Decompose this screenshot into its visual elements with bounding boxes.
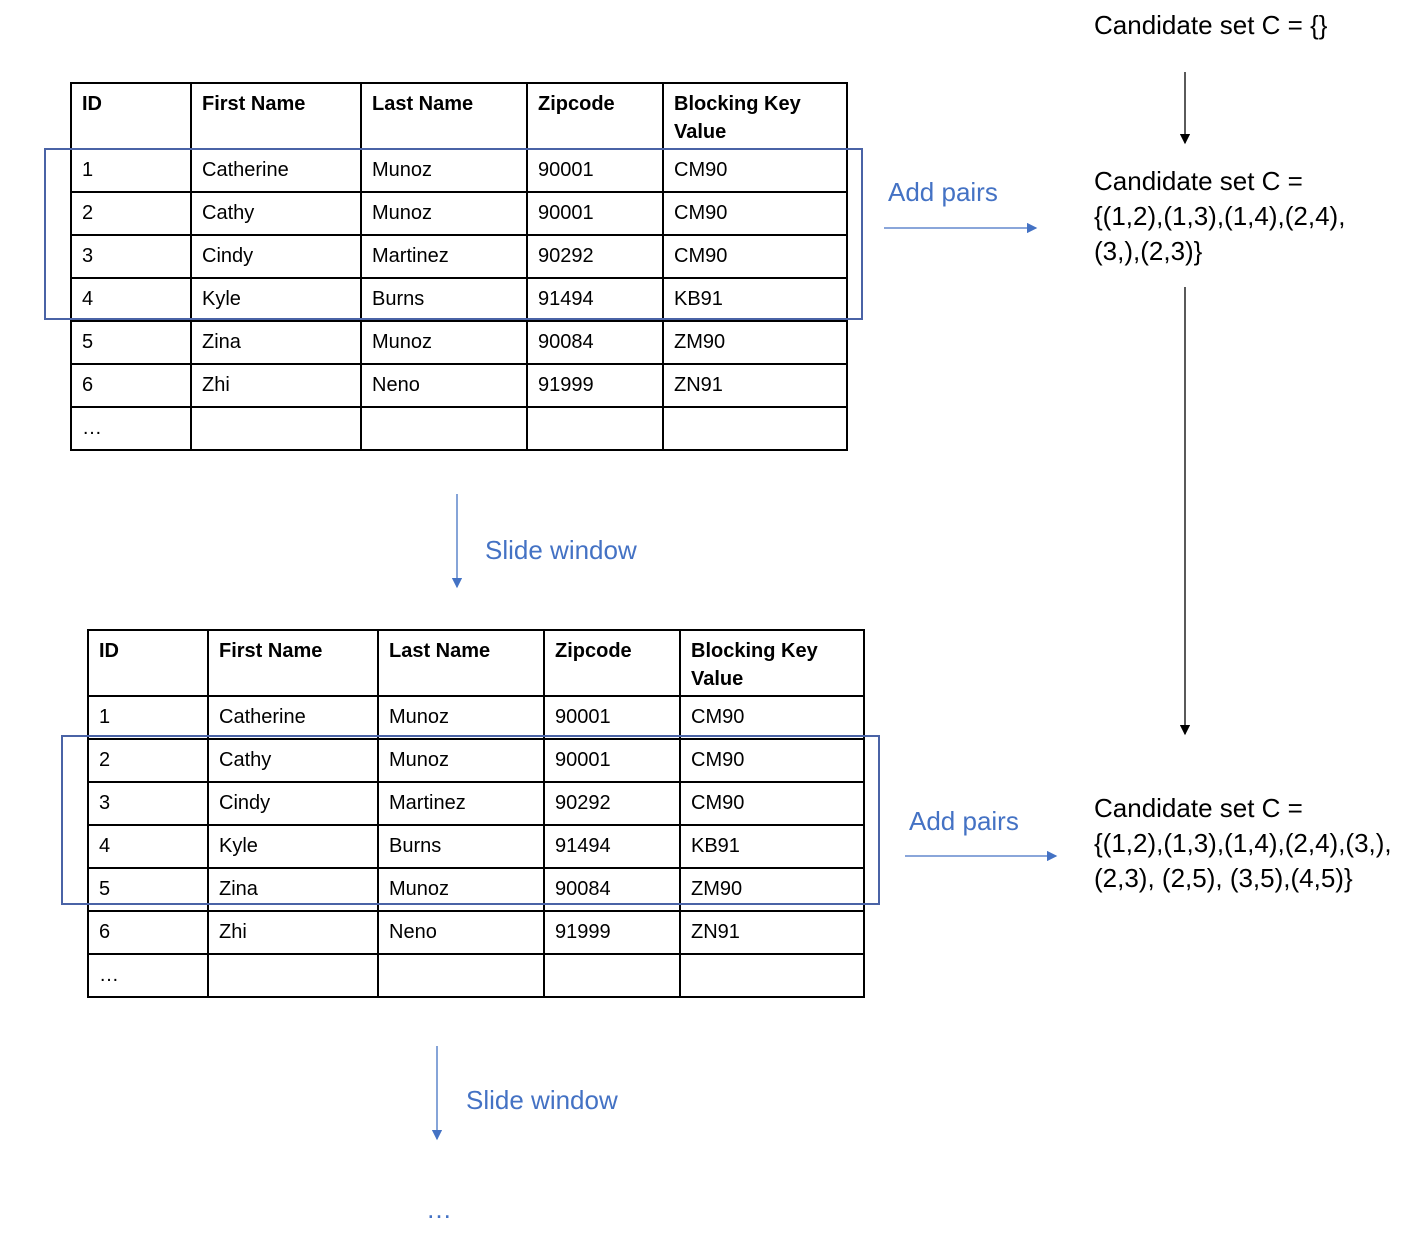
header-zipcode: Zipcode xyxy=(527,83,663,149)
table-cell: KB91 xyxy=(663,278,847,321)
table-cell: 90001 xyxy=(527,192,663,235)
table-cell: 90292 xyxy=(544,782,680,825)
table-cell: CM90 xyxy=(680,739,864,782)
table-cell: Munoz xyxy=(361,149,527,192)
header-blocking-key: Blocking Key Value xyxy=(680,630,864,696)
header-last-name: Last Name xyxy=(361,83,527,149)
table-cell: Martinez xyxy=(378,782,544,825)
table-cell: 2 xyxy=(71,192,191,235)
table-cell: … xyxy=(88,954,208,997)
table-cell: 6 xyxy=(88,911,208,954)
table-cell: Neno xyxy=(378,911,544,954)
table-cell: KB91 xyxy=(680,825,864,868)
table-cell: 5 xyxy=(88,868,208,911)
table-cell: ZM90 xyxy=(680,868,864,911)
table-cell: 2 xyxy=(88,739,208,782)
table-cell: Zina xyxy=(208,868,378,911)
table-cell: Munoz xyxy=(378,739,544,782)
header-blocking-key: Blocking Key Value xyxy=(663,83,847,149)
table-cell: CM90 xyxy=(663,235,847,278)
table-cell: Burns xyxy=(378,825,544,868)
table-cell: 3 xyxy=(88,782,208,825)
candidate-set-step-1: Candidate set C = {(1,2),(1,3),(1,4),(2,4), (3,),(2,3)} xyxy=(1094,166,1346,266)
table-cell: 5 xyxy=(71,321,191,364)
header-id: ID xyxy=(88,630,208,696)
slide-window-label-2: Slide window xyxy=(466,1085,618,1115)
table-cell: Catherine xyxy=(208,696,378,739)
table-cell: Munoz xyxy=(378,696,544,739)
table-cell: Burns xyxy=(361,278,527,321)
add-pairs-label-1: Add pairs xyxy=(888,177,998,207)
table-cell: 90001 xyxy=(544,696,680,739)
table-cell: CM90 xyxy=(663,149,847,192)
candidate-set-step-2: Candidate set C = {(1,2),(1,3),(1,4),(2,4),(3,), (2,3), (2,5), (3,5),(4,5)} xyxy=(1094,793,1392,893)
table-cell: 1 xyxy=(88,696,208,739)
header-first-name: First Name xyxy=(208,630,378,696)
table-cell: Cindy xyxy=(191,235,361,278)
table-cell: Munoz xyxy=(378,868,544,911)
table-cell: 90292 xyxy=(527,235,663,278)
table-cell: CM90 xyxy=(663,192,847,235)
table-cell: Munoz xyxy=(361,321,527,364)
candidate-set-initial: Candidate set C = {} xyxy=(1094,10,1328,40)
table-cell: CM90 xyxy=(680,782,864,825)
table-cell: Kyle xyxy=(208,825,378,868)
table-cell: Kyle xyxy=(191,278,361,321)
add-pairs-label-2: Add pairs xyxy=(909,806,1019,836)
table-cell: 3 xyxy=(71,235,191,278)
table-cell: Zhi xyxy=(191,364,361,407)
slide-window-label-1: Slide window xyxy=(485,535,637,565)
table-cell: Cathy xyxy=(208,739,378,782)
table-cell: 91999 xyxy=(544,911,680,954)
table-cell: Neno xyxy=(361,364,527,407)
continuation-ellipsis: … xyxy=(426,1194,452,1224)
table-cell: 6 xyxy=(71,364,191,407)
table-cell: 90001 xyxy=(527,149,663,192)
table-cell: Cathy xyxy=(191,192,361,235)
table-cell: Zina xyxy=(191,321,361,364)
table-cell: ZN91 xyxy=(663,364,847,407)
table-cell: … xyxy=(71,407,191,450)
header-first-name: First Name xyxy=(191,83,361,149)
header-zipcode: Zipcode xyxy=(544,630,680,696)
table-cell: Catherine xyxy=(191,149,361,192)
table-cell: 91494 xyxy=(527,278,663,321)
table-cell: Munoz xyxy=(361,192,527,235)
table-cell: 4 xyxy=(88,825,208,868)
table-cell: 90084 xyxy=(527,321,663,364)
table-cell: Cindy xyxy=(208,782,378,825)
table-cell: 4 xyxy=(71,278,191,321)
table-cell: 91494 xyxy=(544,825,680,868)
table-cell: 90001 xyxy=(544,739,680,782)
table-cell: Martinez xyxy=(361,235,527,278)
header-last-name: Last Name xyxy=(378,630,544,696)
table-cell: 91999 xyxy=(527,364,663,407)
table-cell: ZM90 xyxy=(663,321,847,364)
table-cell: CM90 xyxy=(680,696,864,739)
table-cell: 90084 xyxy=(544,868,680,911)
header-id: ID xyxy=(71,83,191,149)
table-cell: Zhi xyxy=(208,911,378,954)
table-cell: 1 xyxy=(71,149,191,192)
table-cell: ZN91 xyxy=(680,911,864,954)
